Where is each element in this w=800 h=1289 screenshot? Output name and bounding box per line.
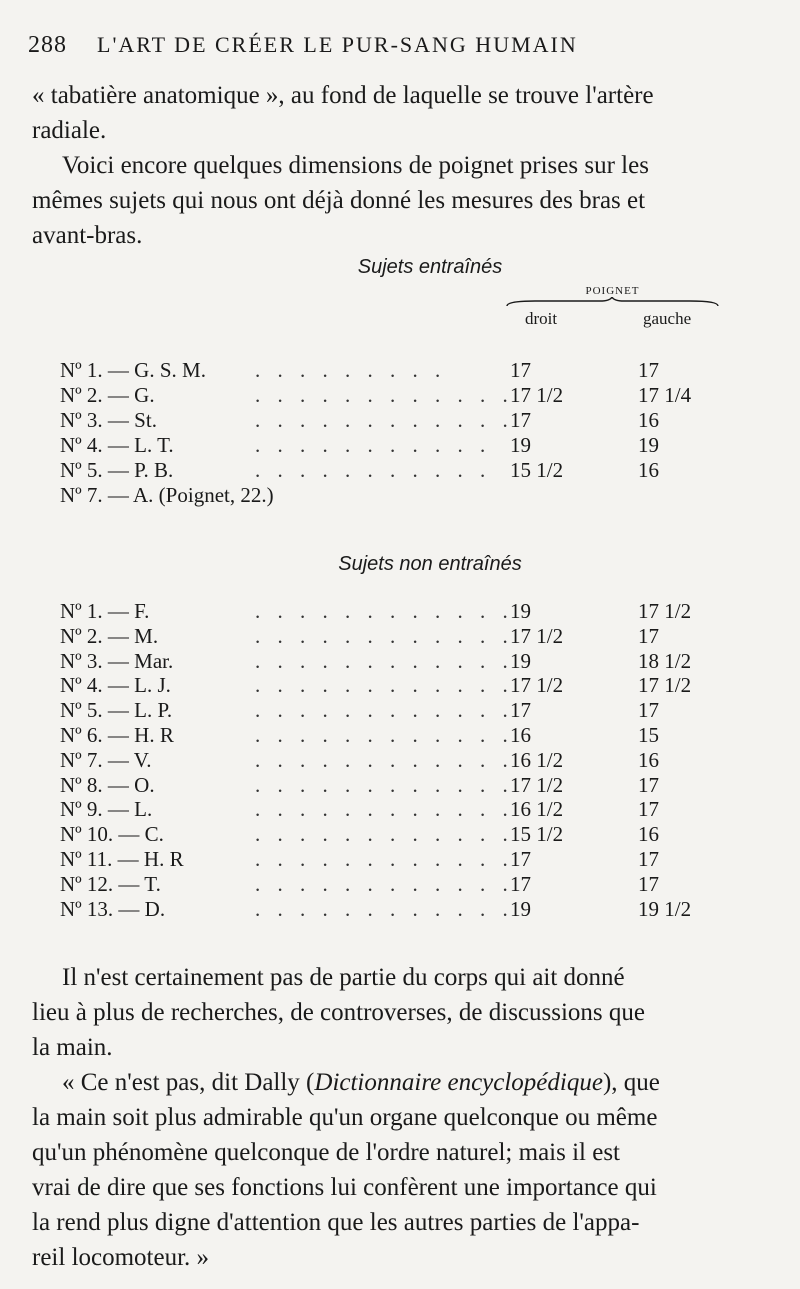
value-droit: 17 [510,871,531,896]
value-gauche: 19 1/2 [638,896,692,921]
value-gauche: 18 1/2 [638,648,692,673]
subject-name: Nº 9. — L. [60,797,153,822]
table-row [60,358,760,383]
leader-dots: . . . . . . . . . . . . [255,599,514,623]
value-droit: 16 [510,722,531,747]
running-title: L'ART DE CRÉER LE PUR-SANG HUMAIN [97,32,578,57]
text-line: reil locomoteur. » [32,1244,210,1271]
table-row [60,847,760,872]
table-row [60,599,760,624]
subject-name: Nº 1. — G. S. M. [60,358,206,382]
table-row [60,383,760,408]
leader-dots: . . . . . . . . . . . . [255,896,514,921]
leader-dots: . . . . . . . . . . . . [255,648,514,673]
section-title-trained: Sujets entraînés [357,256,503,278]
quote-text: « Ce n'est pas, dit Dally ( [62,1069,315,1096]
table-row [60,458,760,483]
column-header-gauche: gauche [643,309,692,328]
page-header [28,32,760,59]
value-droit: 17 [510,358,531,382]
table-row [60,797,760,822]
value-droit: 19 [510,433,531,457]
subject-name: Nº 3. — Mar. [60,648,174,673]
subject-name: Nº 13. — D. [60,896,166,921]
table-trained [60,358,760,508]
text-line: vrai de dire que ses fonctions lui confèrent une importance qui [32,1174,657,1201]
value-gauche: 17 [638,772,659,797]
value-gauche: 17 [638,797,659,822]
text-line: « tabatière anatomique », au fond de laquelle se trouve l'artère [32,82,654,109]
leader-dots: . . . . . . . . . [255,358,447,382]
table-row [60,408,760,433]
value-droit: 16 1/2 [510,797,564,822]
text-line: lieu à plus de recherches, de controverses, de discussions que [32,999,646,1026]
value-gauche: 17 1/2 [638,673,692,698]
text-line: Il n'est certainement pas de partie du corps qui ait donné [62,964,625,991]
leader-dots: . . . . . . . . . . . . [255,747,514,772]
text-line: Voici encore quelques dimensions de poignet prises sur les [62,152,649,179]
leader-dots: . . . . . . . . . . . . [255,846,514,871]
value-gauche: 19 [638,433,659,457]
paragraph-main-research [32,960,762,1065]
value-gauche: 17 [638,846,659,871]
leader-dots: . . . . . . . . . . . [255,458,492,482]
leader-dots: . . . . . . . . . . . . [255,698,514,723]
subject-name: Nº 7. — A. (Poignet, 22.) [60,483,274,507]
leader-dots: . . . . . . . . . . . . [255,822,514,847]
value-droit: 17 [510,846,531,871]
value-gauche: 16 [638,408,659,432]
text-line: avant-bras. [32,222,143,249]
text-line: la main. [32,1034,113,1061]
leader-dots: . . . . . . . . . . . . [255,797,514,822]
subject-name: Nº 1. — F. [60,599,150,623]
table-row [60,433,760,458]
table-column-headers [505,285,720,335]
brace-icon [505,297,720,307]
subject-name: Nº 11. — H. R [60,846,184,871]
value-droit: 15 1/2 [510,458,564,482]
column-header-droit: droit [525,309,558,328]
value-gauche: 17 1/4 [638,383,692,407]
subject-name: Nº 2. — G. [60,383,155,407]
value-droit: 17 [510,408,531,432]
table-row [60,649,760,674]
subject-name: Nº 4. — L. J. [60,673,171,698]
table-row [60,624,760,649]
value-droit: 17 1/2 [510,772,564,797]
value-gauche: 16 [638,822,659,847]
value-droit: 17 [510,698,531,723]
leader-dots: . . . . . . . . . . . . [255,722,514,747]
value-gauche: 17 [638,698,659,723]
value-gauche: 16 [638,747,659,772]
text-line: qu'un phénomène quelconque de l'ordre naturel; mais il est [32,1139,621,1166]
value-droit: 17 1/2 [510,623,564,648]
paragraph-tabatiere [32,78,762,148]
subject-name: Nº 8. — O. [60,772,155,797]
section-title-untrained: Sujets non entraînés [338,553,522,575]
value-gauche: 15 [638,722,659,747]
table-row [60,723,760,748]
cited-work-title: Dictionnaire encyclopédique [314,1069,603,1096]
subject-name: Nº 10. — C. [60,822,164,847]
table-row [60,822,760,847]
subject-name: Nº 4. — L. T. [60,433,174,457]
subject-name: Nº 5. — L. P. [60,698,173,723]
value-droit: 16 1/2 [510,747,564,772]
leader-dots: . . . . . . . . . . . . [255,673,514,698]
leader-dots: . . . . . . . . . . . [255,433,492,457]
leader-dots: . . . . . . . . . . . . [255,623,514,648]
leader-dots: . . . . . . . . . . . . [255,871,514,896]
value-droit: 17 1/2 [510,673,564,698]
text-line: radiale. [32,117,107,144]
leader-dots: . . . . . . . . . . . . [255,383,514,407]
subject-name: Nº 7. — V. [60,747,152,772]
table-row [60,748,760,773]
value-droit: 19 [510,599,531,623]
leader-dots: . . . . . . . . . . . . [255,408,514,432]
value-droit: 17 1/2 [510,383,564,407]
table-row [60,698,760,723]
paragraph-intro-measures [32,148,762,253]
table-row [60,897,760,922]
value-gauche: 16 [638,458,659,482]
text-line: mêmes sujets qui nous ont déjà donné les mesures des bras et [32,187,646,214]
subject-name: Nº 12. — T. [60,871,161,896]
subject-name: Nº 6. — H. R [60,722,174,747]
value-droit: 19 [510,896,531,921]
value-gauche: 17 [638,871,659,896]
value-gauche: 17 [638,358,659,382]
table-row [60,872,760,897]
subject-name: Nº 5. — P. B. [60,458,174,482]
table-untrained [60,599,760,921]
column-group-label: POIGNET [585,285,640,297]
table-row [60,773,760,798]
text-line: la rend plus digne d'attention que les autres parties de l'appa- [32,1209,640,1236]
subject-name: Nº 2. — M. [60,623,159,648]
subject-name: Nº 3. — St. [60,408,157,432]
value-gauche: 17 [638,623,659,648]
table-row [60,673,760,698]
value-droit: 15 1/2 [510,822,564,847]
table-row [60,483,760,508]
leader-dots: . . . . . . . . . . . . [255,772,514,797]
value-gauche: 17 1/2 [638,599,692,623]
quote-text: ), que [602,1069,660,1096]
text-line: la main soit plus admirable qu'un organe quelconque ou même [32,1104,658,1131]
value-droit: 19 [510,648,531,673]
page-number: 288 [28,32,67,58]
text-line [32,1065,762,1100]
paragraph-dally-quote [32,1065,762,1275]
